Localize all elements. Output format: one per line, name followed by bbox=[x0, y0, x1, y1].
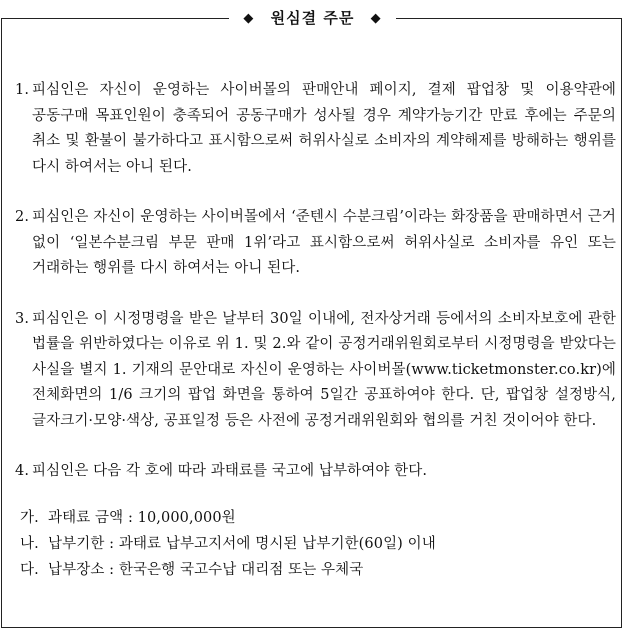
sub-item-label: 가. bbox=[20, 509, 39, 526]
order-item-2 bbox=[12, 205, 616, 282]
order-item-1 bbox=[12, 78, 616, 180]
sub-item-label: 나. bbox=[20, 535, 39, 552]
item-text: 피심인은 이 시정명령을 받은 날부터 30일 이내에, 전자상거래 등에서의 소비자보호에 관한 법률을 위반하였다는 이유로 위 1. 및 2.와 같이 공정거래위원회로부터 시정명령을 받았다는 사실을 별지 1. 기재의 문안대로 자신이 운영하는 사이버몰(www.ticketmonster.co.kr)에 전체화면의 1/6 크기의 팝업 화면을 통하여 5일간 공표하여야 한다. 단, 팝업창 설정방식, 글자크기·모양·색상, 공표일정 등은 사전에 공정거래위원회와 협의를 거친 것이어야 한다. bbox=[32, 310, 616, 429]
title-text: 원심결 주문 bbox=[270, 9, 355, 27]
sub-item-label: 다. bbox=[20, 561, 39, 578]
fine-amount-row bbox=[20, 505, 616, 531]
sub-item-text: 납부장소 : 한국은행 국고수납 대리점 또는 우체국 bbox=[48, 561, 364, 578]
order-item-4 bbox=[12, 459, 616, 485]
title-bar bbox=[0, 6, 625, 31]
document-title bbox=[229, 6, 395, 31]
item-number: 4. bbox=[15, 463, 30, 479]
sub-item-text: 납부기한 : 과태료 납부고지서에 명시된 납부기한(60일) 이내 bbox=[48, 535, 436, 552]
item-number: 1. bbox=[15, 82, 30, 98]
item-text: 피심인은 자신이 운영하는 사이버몰의 판매안내 페이지, 결제 팝업창 및 이용약관에 공동구매 목표인원이 충족되어 공동구매가 성사될 경우 계약가능기간 만료 후에는 주문의 취소 및 환불이 불가하다고 표시함으로써 허위사실로 소비자의 계약해제를 방해하는 행위를 다시 하여서는 아니 된다. bbox=[32, 82, 616, 175]
item-number: 2. bbox=[15, 209, 30, 225]
fine-details-list bbox=[12, 505, 616, 583]
sub-item-text: 과태료 금액 : 10,000,000원 bbox=[48, 509, 236, 526]
diamond-left-icon: ◆ bbox=[243, 11, 255, 26]
item-text: 피심인은 다음 각 호에 따라 과태료를 국고에 납부하여야 한다. bbox=[32, 463, 428, 479]
item-text: 피심인은 자신이 운영하는 사이버몰에서 ‘준텐시 수분크림’이라는 화장품을 판매하면서 근거 없이 ‘일본수분크림 부문 판매 1위’라고 표시함으로써 허위사실로 소비자를 유인 또는 거래하는 행위를 다시 하여서는 아니 된다. bbox=[32, 209, 616, 276]
order-content bbox=[12, 78, 616, 583]
order-item-3 bbox=[12, 307, 616, 435]
item-number: 3. bbox=[15, 310, 30, 327]
diamond-right-icon: ◆ bbox=[370, 11, 382, 26]
payment-deadline-row bbox=[20, 531, 616, 557]
payment-place-row bbox=[20, 557, 616, 583]
